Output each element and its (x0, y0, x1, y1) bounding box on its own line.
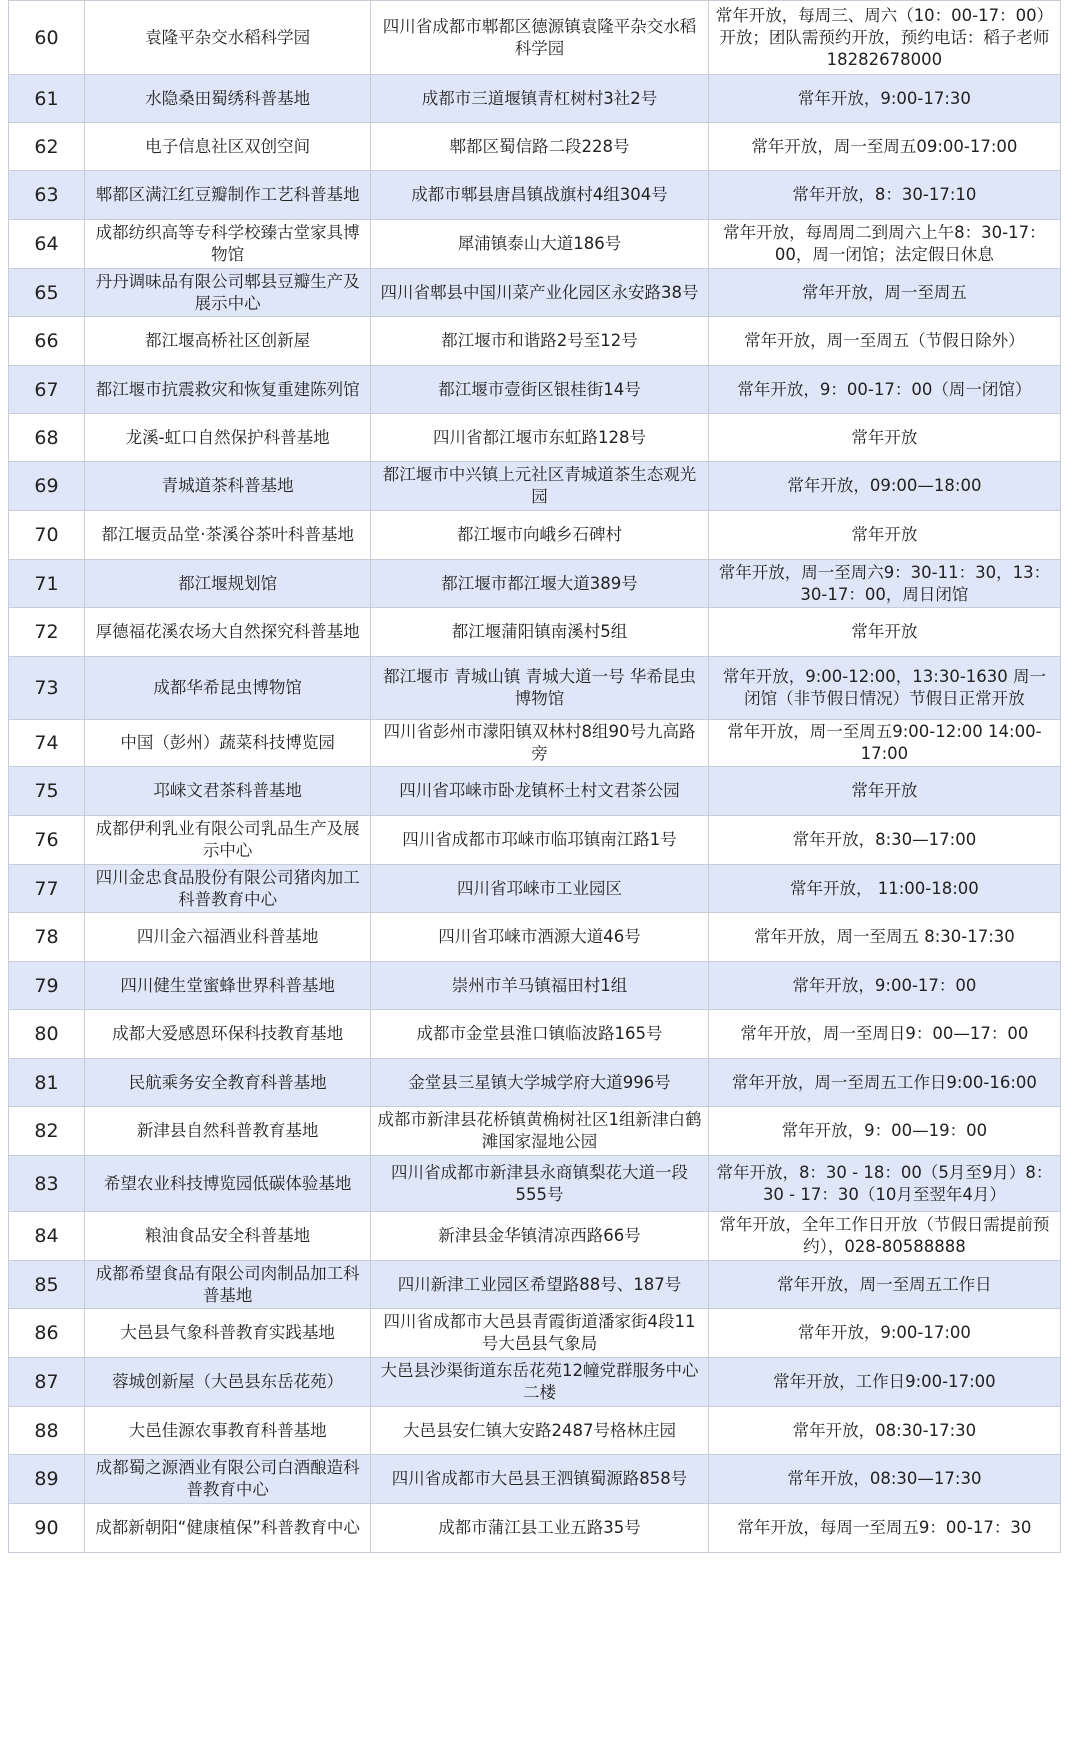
address-cell: 大邑县沙渠街道东岳花苑12幢党群服务中心二楼 (371, 1358, 709, 1407)
row-number-cell: 69 (9, 462, 85, 511)
row-number-cell: 87 (9, 1358, 85, 1407)
row-number-cell: 84 (9, 1212, 85, 1261)
table-row (9, 511, 1061, 560)
address-cell: 都江堰市都江堰大道389号 (371, 560, 709, 608)
opening-hours-cell: 常年开放，9:00-12:00，13:30-1630 周一闭馆（非节假日情况）节假日正常开放 (708, 657, 1060, 720)
address-cell: 四川省成都市大邑县王泗镇蜀源路858号 (371, 1455, 709, 1504)
base-name-cell: 中国（彭州）蔬菜科技博览园 (85, 720, 371, 767)
address-cell: 四川新津工业园区希望路88号、187号 (371, 1261, 709, 1309)
table-row (9, 657, 1061, 720)
address-cell: 四川省都江堰市东虹路128号 (371, 414, 709, 462)
table-row (9, 1107, 1061, 1156)
base-name-cell: 大邑佳源农事教育科普基地 (85, 1407, 371, 1455)
table-row (9, 123, 1061, 171)
opening-hours-cell: 常年开放，9：00—19：00 (708, 1107, 1060, 1156)
table-row (9, 913, 1061, 962)
opening-hours-cell: 常年开放，周一至周五工作日 (708, 1261, 1060, 1309)
table-row (9, 767, 1061, 816)
table-row (9, 269, 1061, 317)
base-name-cell: 四川健生堂蜜蜂世界科普基地 (85, 962, 371, 1010)
base-name-cell: 民航乘务安全教育科普基地 (85, 1059, 371, 1107)
address-cell: 成都市新津县花桥镇黄桷树社区1组新津白鹤滩国家湿地公园 (371, 1107, 709, 1156)
table-row (9, 1010, 1061, 1059)
base-name-cell: 水隐桑田蜀绣科普基地 (85, 75, 371, 123)
base-name-cell: 成都伊利乳业有限公司乳品生产及展示中心 (85, 816, 371, 865)
base-name-cell: 成都大爱感恩环保科技教育基地 (85, 1010, 371, 1059)
address-cell: 都江堰市壹街区银桂街14号 (371, 366, 709, 414)
table-row (9, 608, 1061, 657)
row-number-cell: 72 (9, 608, 85, 657)
opening-hours-cell: 常年开放，周一至周日9：00—17：00 (708, 1010, 1060, 1059)
row-number-cell: 61 (9, 75, 85, 123)
row-number-cell: 63 (9, 171, 85, 220)
base-name-cell: 丹丹调味品有限公司郫县豆瓣生产及展示中心 (85, 269, 371, 317)
opening-hours-cell: 常年开放，周一至周五 (708, 269, 1060, 317)
base-name-cell: 成都纺织高等专科学校臻古堂家具博物馆 (85, 220, 371, 269)
row-number-cell: 64 (9, 220, 85, 269)
opening-hours-cell: 常年开放，9:00-17:00 (708, 1309, 1060, 1358)
opening-hours-cell: 常年开放，9：00-17：00（周一闭馆） (708, 366, 1060, 414)
table-row (9, 414, 1061, 462)
opening-hours-cell: 常年开放 (708, 511, 1060, 560)
address-cell: 成都市郫县唐昌镇战旗村4组304号 (371, 171, 709, 220)
table-row (9, 1261, 1061, 1309)
address-cell: 都江堰市 青城山镇 青城大道一号 华希昆虫博物馆 (371, 657, 709, 720)
address-cell: 大邑县安仁镇大安路2487号格林庄园 (371, 1407, 709, 1455)
row-number-cell: 77 (9, 865, 85, 913)
table-row (9, 962, 1061, 1010)
table-row (9, 1156, 1061, 1212)
address-cell: 四川省彭州市濛阳镇双林村8组90号九高路旁 (371, 720, 709, 767)
table-row (9, 1212, 1061, 1261)
row-number-cell: 75 (9, 767, 85, 816)
row-number-cell: 60 (9, 1, 85, 75)
address-cell: 成都市三道堰镇青杠树村3社2号 (371, 75, 709, 123)
table-row (9, 317, 1061, 366)
table-row (9, 1358, 1061, 1407)
address-cell: 都江堰市和谐路2号至12号 (371, 317, 709, 366)
row-number-cell: 65 (9, 269, 85, 317)
address-cell: 四川省邛崃市卧龙镇杯土村文君茶公园 (371, 767, 709, 816)
address-cell: 四川省邛崃市工业园区 (371, 865, 709, 913)
opening-hours-cell: 常年开放，8：30 - 18：00（5月至9月）8：30 - 17：30（10月至翌年4月） (708, 1156, 1060, 1212)
table-row (9, 366, 1061, 414)
row-number-cell: 89 (9, 1455, 85, 1504)
row-number-cell: 68 (9, 414, 85, 462)
opening-hours-cell: 常年开放，周一至周六9：30-11：30，13：30-17：00，周日闭馆 (708, 560, 1060, 608)
row-number-cell: 66 (9, 317, 85, 366)
base-name-cell: 希望农业科技博览园低碳体验基地 (85, 1156, 371, 1212)
table-row (9, 1, 1061, 75)
address-cell: 崇州市羊马镇福田村1组 (371, 962, 709, 1010)
row-number-cell: 73 (9, 657, 85, 720)
opening-hours-cell: 常年开放，周一至周五9:00-12:00 14:00-17:00 (708, 720, 1060, 767)
base-name-cell: 郫都区满江红豆瓣制作工艺科普基地 (85, 171, 371, 220)
opening-hours-cell: 常年开放，工作日9:00-17:00 (708, 1358, 1060, 1407)
opening-hours-cell: 常年开放，9:00-17：00 (708, 962, 1060, 1010)
base-name-cell: 粮油食品安全科普基地 (85, 1212, 371, 1261)
table-row (9, 1455, 1061, 1504)
table-row (9, 1407, 1061, 1455)
opening-hours-cell: 常年开放，09:00—18:00 (708, 462, 1060, 511)
base-name-cell: 新津县自然科普教育基地 (85, 1107, 371, 1156)
row-number-cell: 80 (9, 1010, 85, 1059)
row-number-cell: 86 (9, 1309, 85, 1358)
row-number-cell: 71 (9, 560, 85, 608)
address-cell: 四川省成都市郫都区德源镇袁隆平杂交水稻科学园 (371, 1, 709, 75)
address-cell: 四川省成都市大邑县青霞街道潘家街4段11号大邑县气象局 (371, 1309, 709, 1358)
table-row (9, 865, 1061, 913)
address-cell: 成都市金堂县淮口镇临波路165号 (371, 1010, 709, 1059)
row-number-cell: 88 (9, 1407, 85, 1455)
table-row (9, 1059, 1061, 1107)
base-name-cell: 邛崃文君茶科普基地 (85, 767, 371, 816)
base-name-cell: 成都新朝阳“健康植保”科普教育中心 (85, 1504, 371, 1553)
address-cell: 金堂县三星镇大学城学府大道996号 (371, 1059, 709, 1107)
base-name-cell: 青城道茶科普基地 (85, 462, 371, 511)
row-number-cell: 83 (9, 1156, 85, 1212)
row-number-cell: 90 (9, 1504, 85, 1553)
address-cell: 都江堰市向峨乡石碑村 (371, 511, 709, 560)
row-number-cell: 70 (9, 511, 85, 560)
row-number-cell: 74 (9, 720, 85, 767)
address-cell: 都江堰蒲阳镇南溪村5组 (371, 608, 709, 657)
table-row (9, 220, 1061, 269)
base-name-cell: 蓉城创新屋（大邑县东岳花苑） (85, 1358, 371, 1407)
opening-hours-cell: 常年开放，全年工作日开放（节假日需提前预约），028-80588888 (708, 1212, 1060, 1261)
row-number-cell: 79 (9, 962, 85, 1010)
address-cell: 成都市蒲江县工业五路35号 (371, 1504, 709, 1553)
table-row (9, 560, 1061, 608)
opening-hours-cell: 常年开放，08:30-17:30 (708, 1407, 1060, 1455)
address-cell: 四川省郫县中国川菜产业化园区永安路38号 (371, 269, 709, 317)
opening-hours-cell: 常年开放，周一至周五工作日9:00-16:00 (708, 1059, 1060, 1107)
address-cell: 郫都区蜀信路二段228号 (371, 123, 709, 171)
base-name-cell: 都江堰规划馆 (85, 560, 371, 608)
address-cell: 犀浦镇泰山大道186号 (371, 220, 709, 269)
opening-hours-cell: 常年开放，08:30—17:30 (708, 1455, 1060, 1504)
address-cell: 四川省成都市邛崃市临邛镇南江路1号 (371, 816, 709, 865)
base-name-cell: 龙溪-虹口自然保护科普基地 (85, 414, 371, 462)
base-name-cell: 都江堰贡品堂·茶溪谷茶叶科普基地 (85, 511, 371, 560)
table-row (9, 1309, 1061, 1358)
table-row (9, 462, 1061, 511)
base-name-cell: 电子信息社区双创空间 (85, 123, 371, 171)
table-row (9, 75, 1061, 123)
opening-hours-cell: 常年开放，每周周二到周六上午8：30-17：00，周一闭馆；法定假日休息 (708, 220, 1060, 269)
science-base-table (8, 0, 1061, 1553)
opening-hours-cell: 常年开放，每周一至周五9：00-17：30 (708, 1504, 1060, 1553)
table-row (9, 171, 1061, 220)
row-number-cell: 78 (9, 913, 85, 962)
base-name-cell: 成都华希昆虫博物馆 (85, 657, 371, 720)
address-cell: 新津县金华镇清凉西路66号 (371, 1212, 709, 1261)
row-number-cell: 82 (9, 1107, 85, 1156)
base-name-cell: 大邑县气象科普教育实践基地 (85, 1309, 371, 1358)
opening-hours-cell: 常年开放，周一至周五09:00-17:00 (708, 123, 1060, 171)
row-number-cell: 62 (9, 123, 85, 171)
opening-hours-cell: 常年开放，周一至周五 8:30-17:30 (708, 913, 1060, 962)
opening-hours-cell: 常年开放 (708, 608, 1060, 657)
base-name-cell: 四川金忠食品股份有限公司猪肉加工科普教育中心 (85, 865, 371, 913)
base-name-cell: 都江堰高桥社区创新屋 (85, 317, 371, 366)
science-base-table-container (8, 0, 1061, 1553)
opening-hours-cell: 常年开放，8:30—17:00 (708, 816, 1060, 865)
address-cell: 四川省邛崃市酒源大道46号 (371, 913, 709, 962)
base-name-cell: 四川金六福酒业科普基地 (85, 913, 371, 962)
address-cell: 都江堰市中兴镇上元社区青城道茶生态观光园 (371, 462, 709, 511)
opening-hours-cell: 常年开放 (708, 414, 1060, 462)
table-row (9, 1504, 1061, 1553)
opening-hours-cell: 常年开放，每周三、周六（10：00-17：00）开放；团队需预约开放，预约电话：稻子老师18282678000 (708, 1, 1060, 75)
table-row (9, 720, 1061, 767)
opening-hours-cell: 常年开放，8：30-17:10 (708, 171, 1060, 220)
table-body (9, 1, 1061, 1553)
base-name-cell: 袁隆平杂交水稻科学园 (85, 1, 371, 75)
table-row (9, 816, 1061, 865)
opening-hours-cell: 常年开放，周一至周五（节假日除外） (708, 317, 1060, 366)
base-name-cell: 成都蜀之源酒业有限公司白酒酿造科普教育中心 (85, 1455, 371, 1504)
page-bottom (0, 1740, 1074, 1754)
row-number-cell: 67 (9, 366, 85, 414)
opening-hours-cell: 常年开放， 11:00-18:00 (708, 865, 1060, 913)
opening-hours-cell: 常年开放，9:00-17:30 (708, 75, 1060, 123)
address-cell: 四川省成都市新津县永商镇梨花大道一段555号 (371, 1156, 709, 1212)
base-name-cell: 成都希望食品有限公司肉制品加工科普基地 (85, 1261, 371, 1309)
base-name-cell: 都江堰市抗震救灾和恢复重建陈列馆 (85, 366, 371, 414)
opening-hours-cell: 常年开放 (708, 767, 1060, 816)
row-number-cell: 85 (9, 1261, 85, 1309)
row-number-cell: 81 (9, 1059, 85, 1107)
row-number-cell: 76 (9, 816, 85, 865)
base-name-cell: 厚德福花溪农场大自然探究科普基地 (85, 608, 371, 657)
